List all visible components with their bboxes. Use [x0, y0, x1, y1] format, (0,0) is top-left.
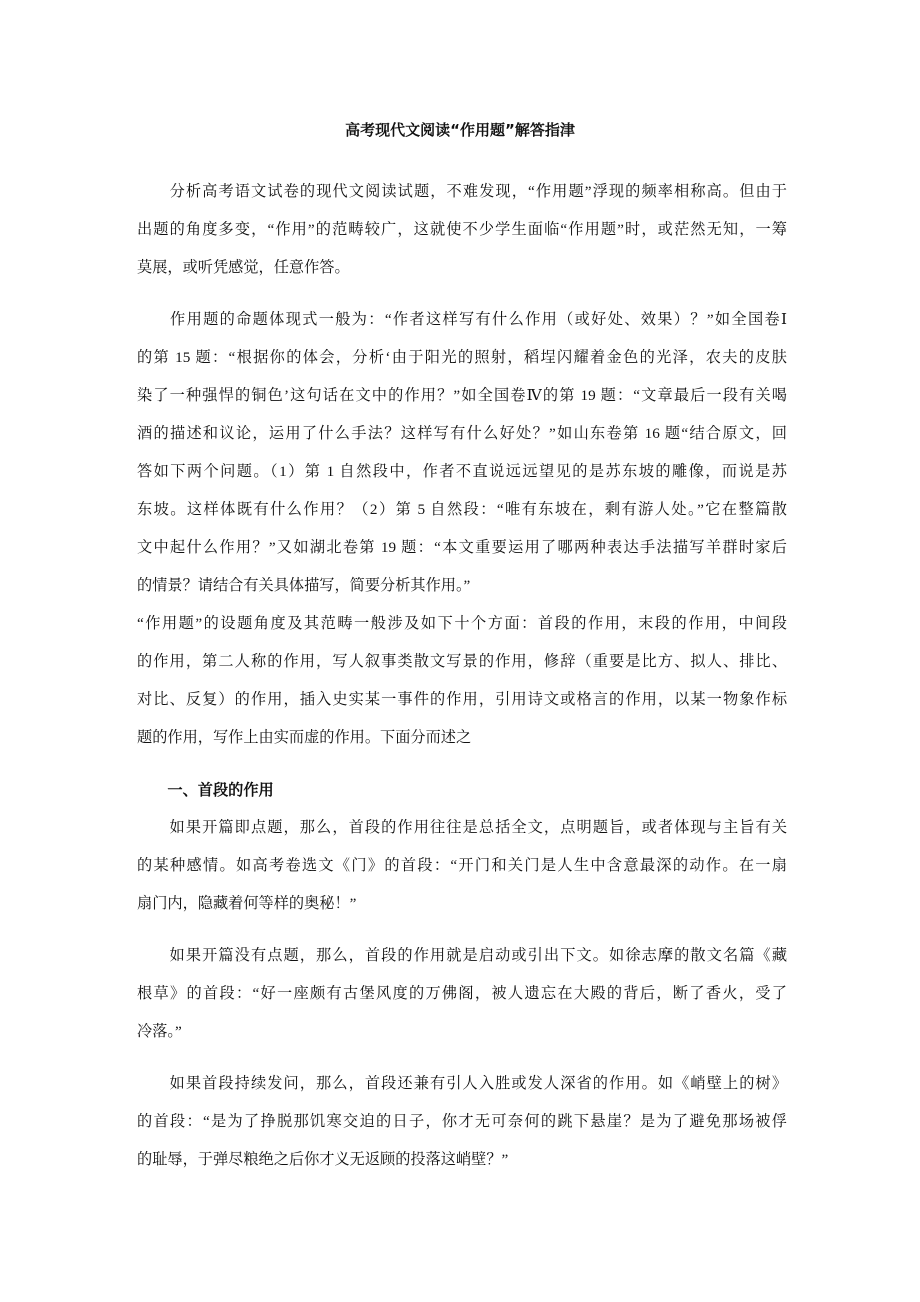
- text-line: 根草》的首段：“好一座颇有古堡风度的万佛阁，被人遗忘在大殿的背后，断了香火，受了: [137, 985, 787, 1002]
- text-line: 分析高考语文试卷的现代文阅读试题，不难发现，“作用题”浮现的频率相称高。但由于: [137, 183, 787, 200]
- text-line: 莫展，或听凭感觉，任意作答。: [137, 259, 350, 276]
- text-line: 如果开篇即点题，那么，首段的作用往往是总括全文，点明题旨，或者体现与主旨有关: [137, 819, 787, 836]
- paragraph: [137, 937, 787, 1051]
- text-line: 如果开篇没有点题，那么，首段的作用就是启动或引出下文。如徐志摩的散文名篇《藏: [137, 947, 787, 964]
- text-line: 的某种感情。如高考卷选文《门》的首段：“开门和关门是人生中含意最深的动作。在一扇: [137, 857, 787, 874]
- text-line: 的耻辱，于弹尽粮绝之后你才义无返顾的投落这峭壁？”: [137, 1151, 509, 1168]
- text-line: 东坡。这样体既有什么作用？（2）第 5 自然段：“唯有东坡在，剩有游人处。”它在整篇散: [137, 501, 787, 518]
- text-line: 酒的描述和议论，运用了什么手法？这样写有什么好处？”如山东卷第 16 题“结合原文，回: [137, 425, 787, 442]
- paragraph: [137, 605, 787, 757]
- text-line: 冷落。”: [137, 1023, 182, 1040]
- document-title: 高考现代文阅读“作用题”解答指津: [345, 121, 575, 139]
- section-heading: [137, 771, 787, 809]
- paragraph: [137, 1065, 787, 1179]
- text-line: 的作用，第二人称的作用，写人叙事类散文写景的作用，修辞（重要是比方、拟人、排比、: [137, 653, 787, 670]
- text-line: 的首段：“是为了挣脱那饥寒交迫的日子，你才无可奈何的跳下悬崖？是为了避免那场被俘: [137, 1113, 787, 1130]
- text-line: 的情景？请结合有关具体描写，简要分析其作用。”: [137, 577, 471, 594]
- text-line: 文中起什么作用？”又如湖北卷第 19 题：“本文重要运用了哪两种表达手法描写羊群时家后: [137, 539, 787, 556]
- text-line: 作用题的命题体现式一般为：“作者这样写有什么作用（或好处、效果）？”如全国卷Ⅰ: [137, 311, 787, 328]
- text-line: 的第 15 题：“根据你的体会，分析‘由于阳光的照射，稻埕闪耀着金色的光泽，农夫的皮肤: [137, 349, 787, 366]
- text-line: “作用题”的设题角度及其范畴一般涉及如下十个方面：首段的作用，末段的作用，中间段: [137, 615, 787, 632]
- text-line: 题的作用，写作上由实而虚的作用。下面分而述之: [137, 729, 472, 746]
- paragraph: [137, 173, 787, 287]
- text-line: 出题的角度多变，“作用”的范畴较广，这就使不少学生面临“作用题”时，或茫然无知，一筹: [137, 221, 787, 238]
- text-line: 对比、反复）的作用，插入史实某一事件的作用，引用诗文或格言的作用，以某一物象作标: [137, 691, 787, 708]
- text-line: 答如下两个问题。（1）第 1 自然段中，作者不直说远远望见的是苏东坡的雕像，而说是苏: [137, 463, 787, 480]
- document-body: [137, 173, 787, 1179]
- text-line: 如果首段持续发问，那么，首段还兼有引人入胜或发人深省的作用。如《峭壁上的树》: [137, 1075, 787, 1092]
- text-line: 扇门内，隐藏着何等样的奥秘！”: [137, 895, 357, 912]
- paragraph: [137, 301, 787, 605]
- text-line: 一、首段的作用: [137, 781, 274, 799]
- paragraph: [137, 809, 787, 923]
- text-line: 染了一种强悍的铜色’这句话在文中的作用？”如全国卷Ⅳ的第 19 题：“文章最后一段有关喝: [137, 387, 787, 404]
